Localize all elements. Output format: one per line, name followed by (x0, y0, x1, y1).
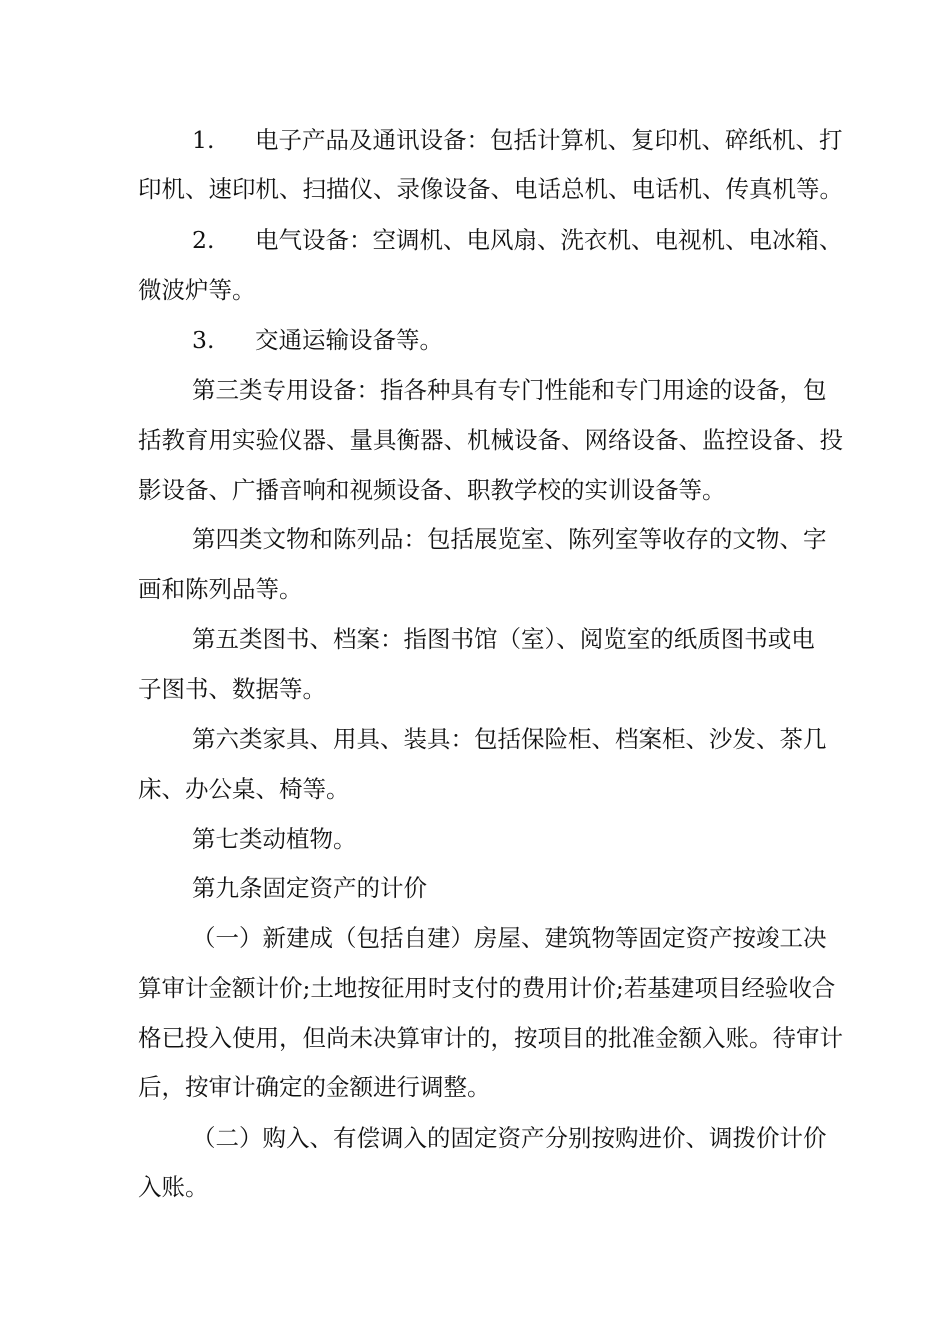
para-category-5-line-2: 子图书、数据等。 (138, 675, 326, 703)
item-number-1: 1. (192, 126, 215, 154)
para-category-3-line-2: 括教育用实验仪器、量具衡器、机械设备、网络设备、监控设备、投 (138, 426, 843, 454)
clause-2-line-2: 入账。 (138, 1173, 209, 1201)
item-3-line-1: 交通运输设备等。 (255, 326, 443, 354)
item-2-line-1: 电气设备：空调机、电风扇、洗衣机、电视机、电冰箱、 (255, 226, 843, 254)
para-category-6-line-1: 第六类家具、用具、装具：包括保险柜、档案柜、沙发、茶几 (192, 725, 827, 753)
para-category-3-line-1: 第三类专用设备：指各种具有专门性能和专门用途的设备，包 (192, 376, 827, 404)
item-2-line-2: 微波炉等。 (138, 276, 256, 304)
clause-1-line-2: 算审计金额计价;土地按征用时支付的费用计价;若基建项目经验收合 (138, 974, 836, 1002)
item-1-line-2: 印机、速印机、扫描仪、录像设备、电话总机、电话机、传真机等。 (138, 175, 843, 203)
item-number-2: 2. (192, 226, 215, 254)
clause-2-line-1: （二）购入、有偿调入的固定资产分别按购进价、调拨价计价 (192, 1124, 827, 1152)
para-category-6-line-2: 床、办公桌、椅等。 (138, 775, 350, 803)
clause-1-line-4: 后，按审计确定的金额进行调整。 (138, 1073, 491, 1101)
para-category-7-line-1: 第七类动植物。 (192, 825, 357, 853)
article-9-heading: 第九条固定资产的计价 (192, 874, 427, 902)
clause-1-line-3: 格已投入使用，但尚未决算审计的，按项目的批准金额入账。待审计 (138, 1024, 843, 1052)
para-category-4-line-2: 画和陈列品等。 (138, 575, 303, 603)
para-category-3-line-3: 影设备、广播音响和视频设备、职教学校的实训设备等。 (138, 476, 726, 504)
clause-1-line-1: （一）新建成（包括自建）房屋、建筑物等固定资产按竣工决 (192, 924, 827, 952)
item-number-3: 3. (192, 326, 215, 354)
para-category-5-line-1: 第五类图书、档案：指图书馆（室）、阅览室的纸质图书或电 (192, 625, 815, 653)
para-category-4-line-1: 第四类文物和陈列品：包括展览室、陈列室等收存的文物、字 (192, 525, 827, 553)
item-1-line-1: 电子产品及通讯设备：包括计算机、复印机、碎纸机、打 (255, 126, 843, 154)
